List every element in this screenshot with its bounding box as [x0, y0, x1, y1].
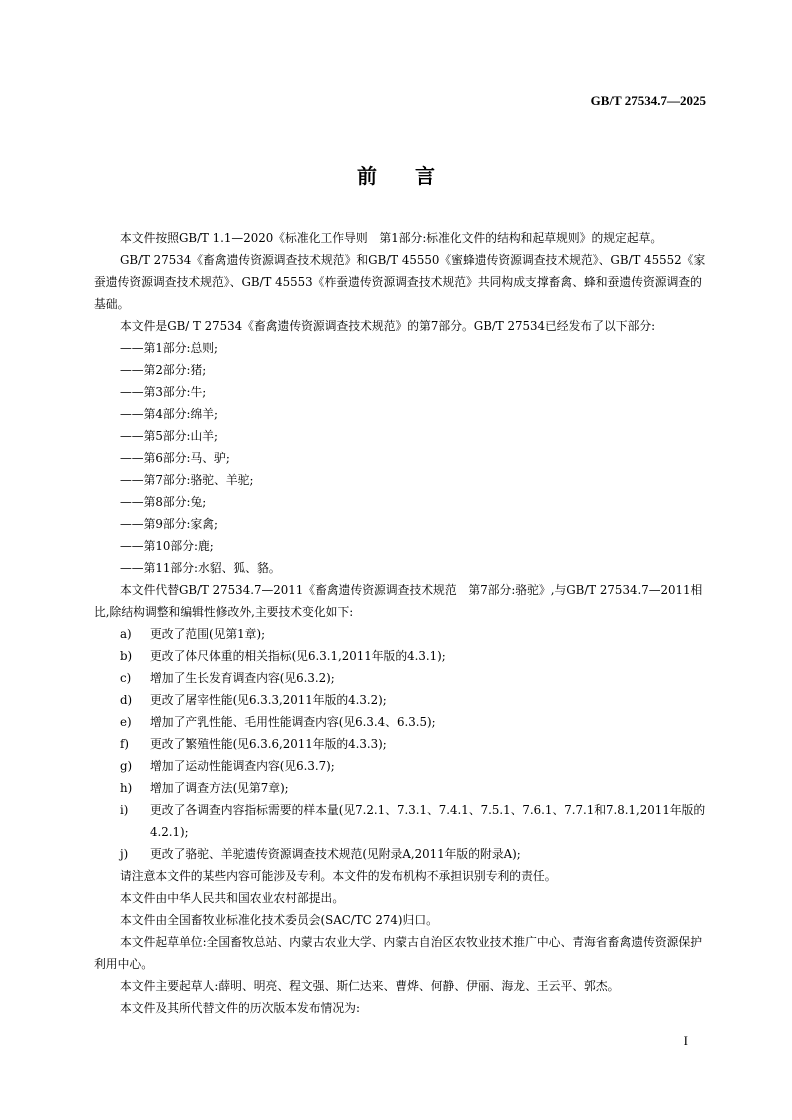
list-item [94, 667, 710, 689]
list-item [94, 733, 710, 755]
list-marker: i) [120, 803, 129, 817]
changes-list [94, 623, 710, 865]
list-marker: c) [120, 671, 132, 685]
list-item: ——第2部分:猪; [120, 363, 207, 377]
list-text: 增加了调查方法(见第7章); [150, 781, 289, 795]
parts-list [94, 337, 710, 579]
list-item: ——第10部分:鹿; [120, 539, 214, 553]
list-item [94, 843, 710, 865]
list-marker: f) [120, 737, 129, 751]
list-marker: g) [120, 759, 133, 773]
list-text: 更改了范围(见第1章); [150, 627, 266, 641]
list-item: ——第7部分:骆驼、羊驼; [120, 473, 254, 487]
list-item [94, 645, 710, 667]
list-text: 更改了骆驼、羊驼遗传资源调查技术规范(见附录A,2011年版的附录A); [150, 847, 521, 861]
list-text: 增加了生长发育调查内容(见6.3.2); [150, 671, 335, 685]
list-item: ——第4部分:绵羊; [120, 407, 219, 421]
page-number: I [683, 1033, 688, 1048]
list-text: 增加了运动性能调查内容(见6.3.7); [150, 759, 335, 773]
list-item: ——第3部分:牛; [120, 385, 207, 399]
foreword-body [94, 227, 710, 1019]
list-item [94, 755, 710, 777]
list-item [94, 623, 710, 645]
list-item: ——第6部分:马、驴; [120, 451, 230, 465]
list-text: 更改了繁殖性能(见6.3.6,2011年版的4.3.3); [150, 737, 387, 751]
list-text: 更改了各调查内容指标需要的样本量(见7.2.1、7.3.1、7.4.1、7.5.1、7.6.1、7.7.1和7.8.1,2011年版的4.2.1); [150, 803, 706, 839]
list-item [94, 777, 710, 799]
list-marker: d) [120, 693, 133, 707]
list-item: ——第11部分:水貂、狐、貉。 [120, 561, 281, 575]
page-title: 前言 [357, 164, 473, 188]
list-item: ——第8部分:兔; [120, 495, 207, 509]
list-text: 更改了体尺体重的相关指标(见6.3.1,2011年版的4.3.1); [150, 649, 446, 663]
paragraph: 本文件起草单位:全国畜牧总站、内蒙古农业大学、内蒙古自治区农牧业技术推广中心、青海省畜禽遗传资源保护利用中心。 [94, 935, 703, 971]
document-code: GB/T 27534.7—2025 [590, 93, 706, 108]
paragraph: 本文件是GB/ T 27534《畜禽遗传资源调查技术规范》的第7部分。GB/T 27534已经发布了以下部分: [120, 319, 656, 333]
list-text: 更改了屠宰性能(见6.3.3,2011年版的4.3.2); [150, 693, 387, 707]
list-item [94, 799, 710, 843]
list-marker: j) [120, 847, 129, 861]
list-marker: b) [120, 649, 133, 663]
list-marker: h) [120, 781, 133, 795]
list-item: ——第1部分:总则; [120, 341, 219, 355]
paragraph: 本文件主要起草人:薛明、明亮、程文强、斯仁达来、曹烨、何静、伊丽、海龙、王云平、郭杰。 [120, 979, 620, 993]
paragraph: 本文件由中华人民共和国农业农村部提出。 [120, 891, 345, 905]
paragraph: GB/T 27534《畜禽遗传资源调查技术规范》和GB/T 45550《蜜蜂遗传资源调查技术规范》、GB/T 45552《家蚕遗传资源调查技术规范》、GB/T 45553《柞蚕遗传资源调查技术规范》共同构成支撑畜禽、蜂和蚕遗传资源调查的基础。 [94, 253, 706, 311]
list-item: ——第9部分:家禽; [120, 517, 219, 531]
list-marker: e) [120, 715, 132, 729]
list-text: 增加了产乳性能、毛用性能调查内容(见6.3.4、6.3.5); [150, 715, 436, 729]
list-marker: a) [120, 627, 132, 641]
list-item [94, 711, 710, 733]
list-item [94, 689, 710, 711]
paragraph: 本文件由全国畜牧业标准化技术委员会(SAC/TC 274)归口。 [120, 913, 438, 927]
paragraph: 请注意本文件的某些内容可能涉及专利。本文件的发布机构不承担识别专利的责任。 [120, 869, 557, 883]
paragraph: 本文件代替GB/T 27534.7—2011《畜禽遗传资源调查技术规范 第7部分:骆驼》,与GB/T 27534.7—2011相比,除结构调整和编辑性修改外,主要技术变化如下: [94, 583, 703, 619]
list-item: ——第5部分:山羊; [120, 429, 219, 443]
paragraph: 本文件及其所代替文件的历次版本发布情况为: [120, 1001, 360, 1015]
paragraph: 本文件按照GB/T 1.1—2020《标准化工作导则 第1部分:标准化文件的结构和起草规则》的规定起草。 [120, 231, 663, 245]
